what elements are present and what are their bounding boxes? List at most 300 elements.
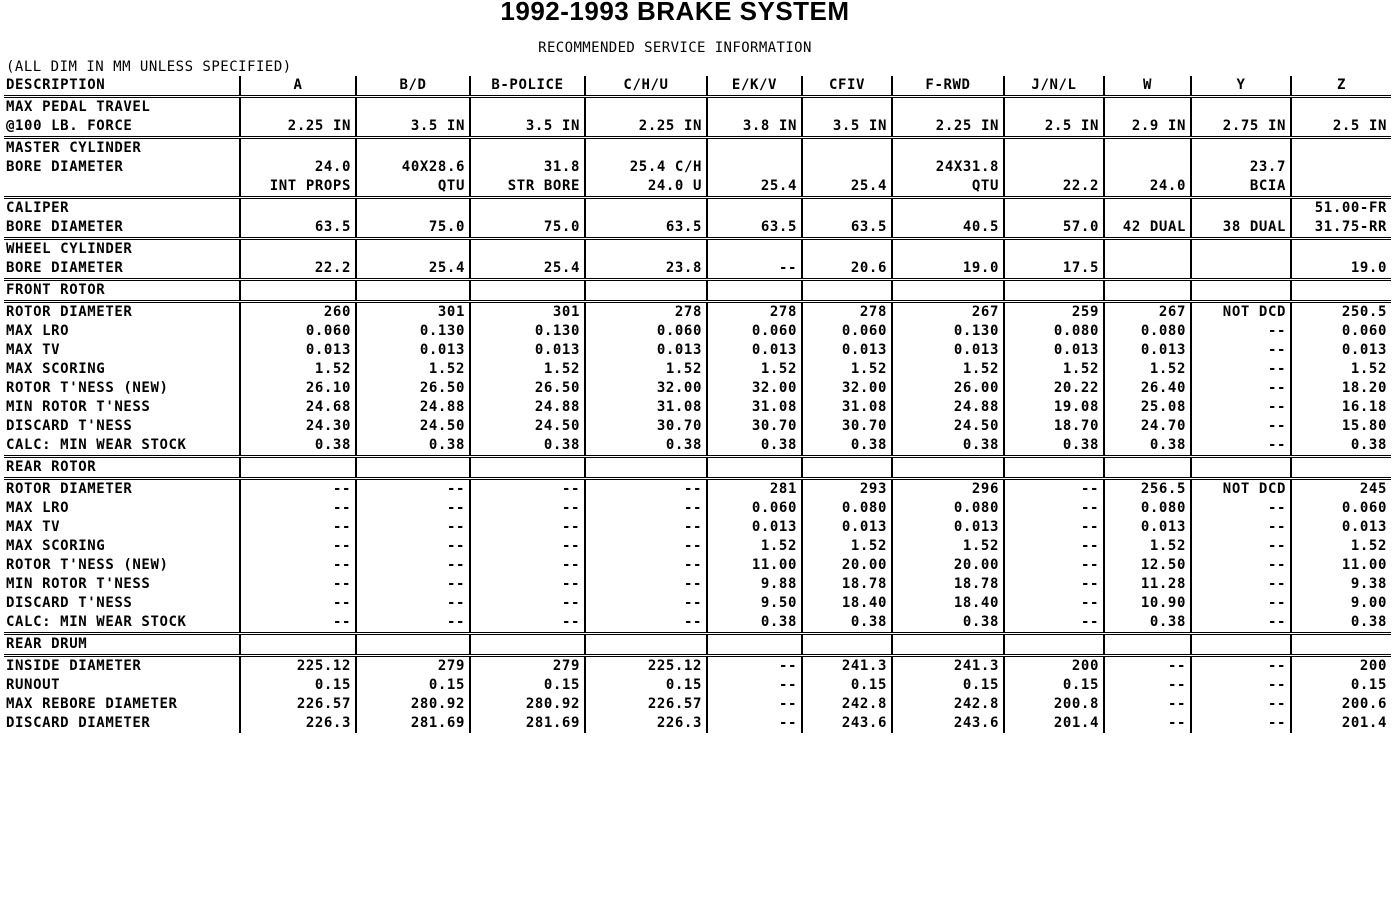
table-row	[4, 303, 1391, 322]
value-cell: 1.52	[707, 360, 802, 379]
row-label: ROTOR DIAMETER	[6, 481, 133, 497]
table-row	[4, 556, 1391, 575]
table-row	[4, 537, 1391, 556]
value-cell: 9.50	[707, 594, 802, 613]
value-cell: 0.060	[1291, 322, 1391, 341]
value-cell: 0.15	[585, 676, 707, 695]
value-cell	[1004, 635, 1104, 656]
row-label: MIN ROTOR T'NESS	[6, 399, 151, 415]
table-row	[4, 714, 1391, 733]
value-cell: 0.38	[1104, 436, 1191, 457]
value-cell: 12.50	[1104, 556, 1191, 575]
value-cell: 281	[707, 480, 802, 499]
value-cell: 0.15	[892, 676, 1004, 695]
value-cell	[585, 240, 707, 259]
value-cell	[240, 199, 356, 218]
header-description: DESCRIPTION	[6, 77, 106, 93]
value-cell: --	[1191, 695, 1291, 714]
value-cell: 75.0	[356, 218, 470, 239]
value-cell: --	[1004, 537, 1104, 556]
value-cell: --	[707, 259, 802, 280]
value-cell	[1104, 281, 1191, 302]
value-cell: --	[240, 499, 356, 518]
value-cell: --	[585, 480, 707, 499]
value-cell: 0.38	[585, 436, 707, 457]
value-cell	[802, 281, 892, 302]
value-cell: 18.78	[802, 575, 892, 594]
value-cell	[1291, 458, 1391, 479]
value-cell: 11.28	[1104, 575, 1191, 594]
value-cell: --	[1191, 360, 1291, 379]
value-cell	[240, 635, 356, 656]
value-cell: 241.3	[892, 657, 1004, 676]
value-cell: 2.25 IN	[585, 117, 707, 138]
value-cell: 0.15	[356, 676, 470, 695]
value-cell	[1191, 259, 1291, 280]
value-cell: 0.080	[1104, 499, 1191, 518]
row-label: ROTOR T'NESS (NEW)	[6, 380, 169, 396]
value-cell: 226.57	[240, 695, 356, 714]
value-cell: --	[240, 594, 356, 613]
value-cell	[356, 199, 470, 218]
row-label: CALC: MIN WEAR STOCK	[6, 614, 187, 630]
value-cell: --	[585, 518, 707, 537]
row-label: MASTER CYLINDER	[6, 140, 142, 156]
value-cell: 293	[802, 480, 892, 499]
value-cell	[470, 199, 585, 218]
value-cell: 0.38	[892, 613, 1004, 634]
table-row	[4, 240, 1391, 259]
value-cell	[892, 139, 1004, 158]
value-cell: 0.013	[892, 518, 1004, 537]
value-cell	[1191, 458, 1291, 479]
row-label: REAR ROTOR	[6, 459, 97, 475]
value-cell: 23.8	[585, 259, 707, 280]
value-cell: --	[1004, 518, 1104, 537]
value-cell	[1004, 158, 1104, 177]
value-cell: --	[1191, 575, 1291, 594]
value-cell	[470, 98, 585, 117]
value-cell: 0.013	[356, 341, 470, 360]
value-cell	[1191, 281, 1291, 302]
value-cell	[356, 458, 470, 479]
value-cell: 241.3	[802, 657, 892, 676]
value-cell: 225.12	[240, 657, 356, 676]
value-cell: 0.080	[1004, 322, 1104, 341]
value-cell: --	[585, 575, 707, 594]
value-cell: 296	[892, 480, 1004, 499]
row-label: REAR DRUM	[6, 636, 88, 652]
value-cell: 25.4	[707, 177, 802, 198]
value-cell: 75.0	[470, 218, 585, 239]
value-cell	[585, 98, 707, 117]
row-label: BORE DIAMETER	[6, 159, 124, 175]
value-cell: 0.130	[356, 322, 470, 341]
row-label: RUNOUT	[6, 677, 61, 693]
table-row	[4, 341, 1391, 360]
value-cell	[585, 635, 707, 656]
value-cell: 18.40	[892, 594, 1004, 613]
value-cell	[1191, 240, 1291, 259]
value-cell: 0.15	[802, 676, 892, 695]
value-cell: --	[707, 714, 802, 733]
value-cell: 200.8	[1004, 695, 1104, 714]
value-cell: 63.5	[240, 218, 356, 239]
value-cell: 0.38	[802, 436, 892, 457]
value-cell: --	[1191, 613, 1291, 634]
value-cell: --	[1004, 480, 1104, 499]
value-cell: 26.40	[1104, 379, 1191, 398]
value-cell	[470, 458, 585, 479]
value-cell	[356, 139, 470, 158]
value-cell	[802, 635, 892, 656]
value-cell: 1.52	[585, 360, 707, 379]
value-cell	[1104, 98, 1191, 117]
value-cell: 1.52	[470, 360, 585, 379]
value-cell	[240, 240, 356, 259]
value-cell	[356, 98, 470, 117]
value-cell	[1104, 635, 1191, 656]
value-cell: 24.50	[892, 417, 1004, 436]
table-row	[4, 177, 1391, 198]
row-label: MAX TV	[6, 519, 61, 535]
value-cell: --	[1191, 657, 1291, 676]
value-cell: 40.5	[892, 218, 1004, 239]
header-col-jnl: J/N/L	[1004, 76, 1104, 97]
row-label: MAX TV	[6, 342, 61, 358]
value-cell	[707, 98, 802, 117]
row-label: MAX PEDAL TRAVEL	[6, 99, 151, 115]
value-cell: 267	[1104, 303, 1191, 322]
value-cell: 20.00	[802, 556, 892, 575]
value-cell: --	[1104, 714, 1191, 733]
table-row	[4, 417, 1391, 436]
value-cell: 1.52	[1004, 360, 1104, 379]
value-cell: 26.00	[892, 379, 1004, 398]
value-cell: 63.5	[707, 218, 802, 239]
value-cell: 242.8	[892, 695, 1004, 714]
row-label: DISCARD T'NESS	[6, 418, 133, 434]
value-cell	[892, 199, 1004, 218]
value-cell: 2.25 IN	[240, 117, 356, 138]
value-cell: 0.38	[707, 613, 802, 634]
value-cell: 243.6	[892, 714, 1004, 733]
value-cell: 1.52	[1291, 537, 1391, 556]
value-cell: 22.2	[240, 259, 356, 280]
value-cell: 0.013	[707, 341, 802, 360]
value-cell: 0.013	[707, 518, 802, 537]
value-cell	[1191, 98, 1291, 117]
value-cell: 267	[892, 303, 1004, 322]
header-col-b-police: B-POLICE	[470, 76, 585, 97]
value-cell: --	[1191, 417, 1291, 436]
value-cell	[470, 635, 585, 656]
value-cell: 226.3	[585, 714, 707, 733]
value-cell: --	[470, 613, 585, 634]
value-cell: 31.75-RR	[1291, 218, 1391, 239]
value-cell: --	[470, 499, 585, 518]
row-label: BORE DIAMETER	[6, 260, 124, 276]
value-cell: 0.130	[470, 322, 585, 341]
value-cell	[892, 281, 1004, 302]
table-row	[4, 499, 1391, 518]
value-cell: 25.4	[470, 259, 585, 280]
value-cell: 1.52	[892, 360, 1004, 379]
row-label: CALIPER	[6, 200, 70, 216]
header-row	[4, 76, 1391, 97]
value-cell: 25.4	[356, 259, 470, 280]
table-row	[4, 218, 1391, 239]
value-cell: 256.5	[1104, 480, 1191, 499]
value-cell	[1104, 259, 1191, 280]
value-cell: 31.08	[802, 398, 892, 417]
value-cell: --	[1191, 714, 1291, 733]
value-cell: --	[240, 537, 356, 556]
row-label: ROTOR T'NESS (NEW)	[6, 557, 169, 573]
value-cell: 23.7	[1191, 158, 1291, 177]
row-label: @100 LB. FORCE	[6, 118, 133, 134]
value-cell: 10.90	[1104, 594, 1191, 613]
value-cell: 201.4	[1004, 714, 1104, 733]
document-subtitle: RECOMMENDED SERVICE INFORMATION	[538, 40, 812, 56]
value-cell: 30.70	[802, 417, 892, 436]
value-cell: 226.57	[585, 695, 707, 714]
value-cell: 24.0	[240, 158, 356, 177]
value-cell	[1004, 98, 1104, 117]
value-cell: 0.013	[802, 341, 892, 360]
value-cell: 0.38	[1291, 613, 1391, 634]
value-cell: --	[356, 537, 470, 556]
value-cell: --	[1191, 499, 1291, 518]
row-label: BORE DIAMETER	[6, 219, 124, 235]
table-row	[4, 575, 1391, 594]
value-cell: 0.013	[470, 341, 585, 360]
value-cell	[240, 281, 356, 302]
value-cell: 279	[356, 657, 470, 676]
value-cell: 20.00	[892, 556, 1004, 575]
value-cell: 16.18	[1291, 398, 1391, 417]
table-row	[4, 259, 1391, 280]
value-cell	[1104, 199, 1191, 218]
row-label: CALC: MIN WEAR STOCK	[6, 437, 187, 453]
value-cell	[1291, 98, 1391, 117]
table-body	[4, 97, 1391, 734]
value-cell: 3.5 IN	[470, 117, 585, 138]
value-cell: 19.08	[1004, 398, 1104, 417]
value-cell: NOT DCD	[1191, 480, 1291, 499]
value-cell: --	[585, 594, 707, 613]
table-row	[4, 98, 1391, 117]
value-cell	[707, 458, 802, 479]
value-cell: --	[356, 575, 470, 594]
value-cell: 0.38	[1291, 436, 1391, 457]
value-cell: 0.013	[585, 341, 707, 360]
row-label: MAX LRO	[6, 500, 70, 516]
value-cell: 25.4	[802, 177, 892, 198]
value-cell: 2.5 IN	[1291, 117, 1391, 138]
table-row	[4, 676, 1391, 695]
value-cell: 200.6	[1291, 695, 1391, 714]
table-row	[4, 695, 1391, 714]
value-cell: 0.060	[707, 499, 802, 518]
value-cell: 25.4 C/H	[585, 158, 707, 177]
row-label: MAX SCORING	[6, 361, 106, 377]
value-cell	[470, 139, 585, 158]
value-cell	[1104, 139, 1191, 158]
value-cell: --	[1004, 575, 1104, 594]
row-label: MAX REBORE DIAMETER	[6, 696, 178, 712]
value-cell: 278	[585, 303, 707, 322]
value-cell	[356, 635, 470, 656]
value-cell: --	[240, 613, 356, 634]
row-label: DISCARD DIAMETER	[6, 715, 151, 731]
value-cell: 0.15	[240, 676, 356, 695]
value-cell: 1.52	[356, 360, 470, 379]
value-cell: 32.00	[802, 379, 892, 398]
value-cell: 15.80	[1291, 417, 1391, 436]
value-cell: --	[356, 613, 470, 634]
value-cell: 226.3	[240, 714, 356, 733]
value-cell: --	[1004, 556, 1104, 575]
header-col-y: Y	[1191, 76, 1291, 97]
value-cell: 0.38	[1104, 613, 1191, 634]
value-cell: 18.78	[892, 575, 1004, 594]
value-cell: 200	[1004, 657, 1104, 676]
value-cell: 1.52	[892, 537, 1004, 556]
value-cell: 24X31.8	[892, 158, 1004, 177]
value-cell: 0.013	[1291, 518, 1391, 537]
value-cell: --	[1191, 341, 1291, 360]
value-cell: 225.12	[585, 657, 707, 676]
row-label: MAX SCORING	[6, 538, 106, 554]
value-cell: 200	[1291, 657, 1391, 676]
header-col-cfiv: CFIV	[802, 76, 892, 97]
value-cell: 1.52	[1104, 360, 1191, 379]
value-cell: --	[1191, 379, 1291, 398]
value-cell	[707, 240, 802, 259]
value-cell: 1.52	[1104, 537, 1191, 556]
row-label: WHEEL CYLINDER	[6, 241, 133, 257]
value-cell	[240, 98, 356, 117]
value-cell: 1.52	[240, 360, 356, 379]
value-cell: --	[356, 594, 470, 613]
value-cell: 0.013	[802, 518, 892, 537]
value-cell: 51.00-FR	[1291, 199, 1391, 218]
value-cell: 20.6	[802, 259, 892, 280]
value-cell	[240, 139, 356, 158]
value-cell: 0.013	[240, 341, 356, 360]
value-cell: --	[1104, 695, 1191, 714]
value-cell: 24.50	[356, 417, 470, 436]
table-row	[4, 657, 1391, 676]
value-cell	[1291, 177, 1391, 198]
value-cell	[892, 458, 1004, 479]
value-cell: 25.08	[1104, 398, 1191, 417]
value-cell	[892, 635, 1004, 656]
brake-spec-table	[4, 76, 1391, 733]
value-cell: --	[1004, 613, 1104, 634]
value-cell: 0.15	[1291, 676, 1391, 695]
value-cell	[1004, 240, 1104, 259]
value-cell: --	[707, 676, 802, 695]
value-cell: --	[1191, 436, 1291, 457]
value-cell: --	[585, 537, 707, 556]
header-col-f-rwd: F-RWD	[892, 76, 1004, 97]
value-cell: 24.70	[1104, 417, 1191, 436]
value-cell: 0.38	[1004, 436, 1104, 457]
value-cell: --	[356, 518, 470, 537]
value-cell	[1291, 158, 1391, 177]
value-cell	[1191, 635, 1291, 656]
value-cell: 0.38	[240, 436, 356, 457]
table-row	[4, 613, 1391, 634]
value-cell: 19.0	[1291, 259, 1391, 280]
value-cell	[1104, 240, 1191, 259]
value-cell: --	[585, 613, 707, 634]
value-cell: 0.38	[356, 436, 470, 457]
value-cell	[802, 139, 892, 158]
value-cell: 0.38	[707, 436, 802, 457]
value-cell	[1291, 139, 1391, 158]
value-cell: --	[1191, 594, 1291, 613]
value-cell: 0.080	[892, 499, 1004, 518]
value-cell: 281.69	[356, 714, 470, 733]
value-cell: 3.8 IN	[707, 117, 802, 138]
value-cell	[707, 199, 802, 218]
value-cell: 1.52	[1291, 360, 1391, 379]
value-cell: 279	[470, 657, 585, 676]
value-cell: 0.013	[1104, 341, 1191, 360]
value-cell	[802, 240, 892, 259]
value-cell: 280.92	[356, 695, 470, 714]
value-cell	[470, 240, 585, 259]
value-cell: 260	[240, 303, 356, 322]
value-cell: 24.88	[356, 398, 470, 417]
value-cell: 0.060	[585, 322, 707, 341]
value-cell: --	[1191, 537, 1291, 556]
value-cell: --	[356, 480, 470, 499]
row-label: MAX LRO	[6, 323, 70, 339]
header-col-z: Z	[1291, 76, 1391, 97]
value-cell: 301	[470, 303, 585, 322]
value-cell	[1004, 458, 1104, 479]
table-row	[4, 139, 1391, 158]
value-cell	[470, 281, 585, 302]
header-col-bd: B/D	[356, 76, 470, 97]
value-cell: 201.4	[1291, 714, 1391, 733]
value-cell: 63.5	[585, 218, 707, 239]
value-cell: 0.15	[1004, 676, 1104, 695]
value-cell: 26.50	[470, 379, 585, 398]
value-cell: 20.22	[1004, 379, 1104, 398]
value-cell: 0.013	[892, 341, 1004, 360]
value-cell: 57.0	[1004, 218, 1104, 239]
value-cell: --	[1191, 556, 1291, 575]
value-cell: --	[240, 575, 356, 594]
value-cell	[707, 281, 802, 302]
value-cell: --	[470, 575, 585, 594]
value-cell	[240, 458, 356, 479]
value-cell: --	[240, 556, 356, 575]
value-cell	[1291, 240, 1391, 259]
value-cell: 18.20	[1291, 379, 1391, 398]
table-row	[4, 360, 1391, 379]
value-cell: 1.52	[707, 537, 802, 556]
value-cell	[585, 281, 707, 302]
value-cell	[892, 240, 1004, 259]
value-cell: 31.8	[470, 158, 585, 177]
value-cell: 26.10	[240, 379, 356, 398]
